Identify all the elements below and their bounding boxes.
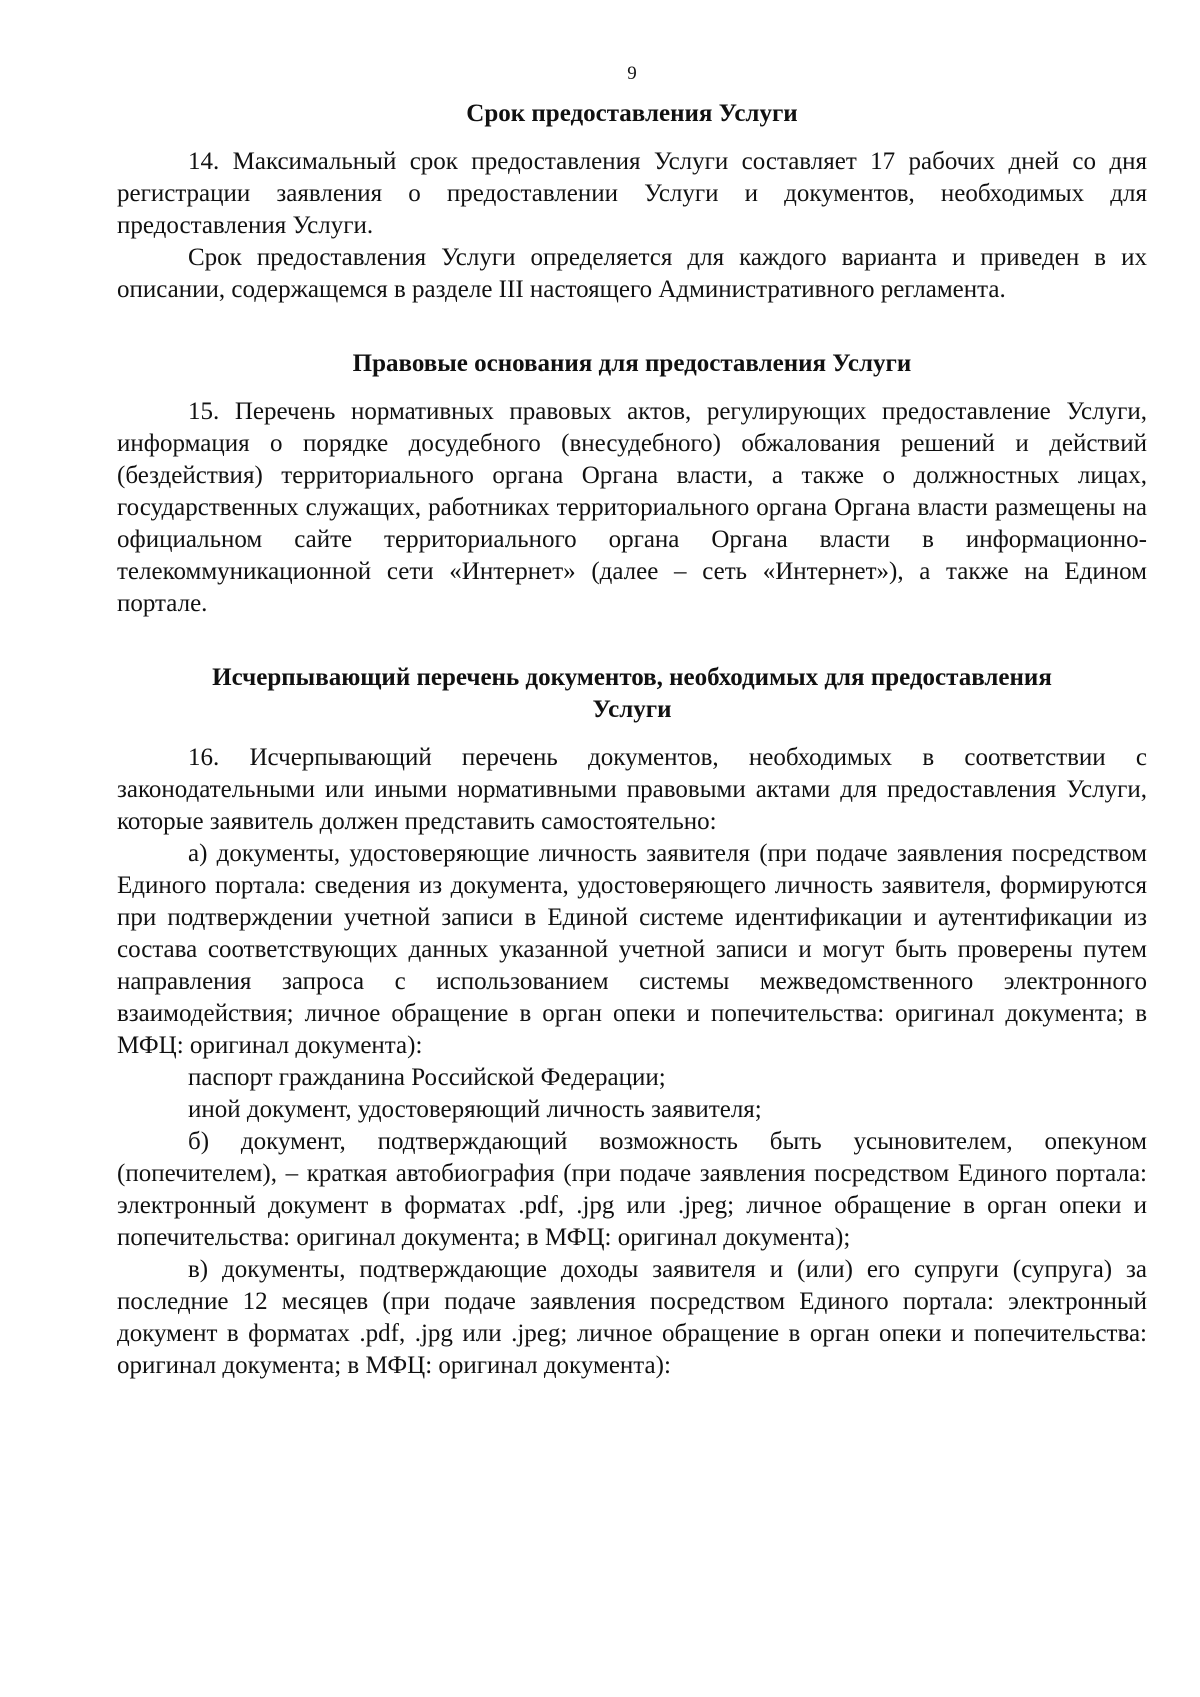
section-legal-basis	[117, 348, 1147, 620]
paragraph-16: 16. Исчерпывающий перечень документов, необходимых в соответствии с законодательными или иными нормативными правовыми актами для предоставления Услуги, которые заявитель должен представить самостоятельно:	[117, 744, 1147, 835]
heading-line-2: Услуги	[592, 696, 672, 723]
page-number: 9	[627, 63, 637, 84]
paragraph-16-v: в) документы, подтверждающие доходы заявителя и (или) его супруги (супруга) за последние 12 месяцев (при подаче заявления посредством Единого портала: электронный документ в форматах .pdf, .jpg или .jpeg; личное обращение в орган опеки и попечительства: оригинал документа; в МФЦ: оригинал документа):	[117, 1256, 1147, 1379]
paragraph-other-id: иной документ, удостоверяющий личность заявителя;	[188, 1096, 762, 1123]
section-heading-service-term: Срок предоставления Услуги	[466, 100, 798, 127]
paragraph-16-a: а) документы, удостоверяющие личность заявителя (при подаче заявления посредством Единого портала: сведения из документа, удостоверяющего личность заявителя, формируются при подтверждении учетной записи в Единой системе идентификации и аутентификации из состава соответствующих данных указанной учетной записи и могут быть проверены путем направления запроса с использованием системы межведомственного электронного взаимодействия; личное обращение в орган опеки и попечительства: оригинал документа; в МФЦ: оригинал документа):	[117, 840, 1147, 1059]
section-documents-list	[117, 662, 1147, 1382]
section-heading-documents-list	[117, 662, 1147, 726]
paragraph-14: 14. Максимальный срок предоставления Услуги составляет 17 рабочих дней со дня регистрации заявления о предоставлении Услуги и документов, необходимых для предоставления Услуги.	[117, 148, 1147, 239]
document-page	[117, 62, 1147, 1382]
paragraph-15: 15. Перечень нормативных правовых актов, регулирующих предоставление Услуги, информация о порядке досудебного (внесудебного) обжалования решений и действий (бездействия) территориального органа Органа власти, а также о должностных лицах, государственных служащих, работниках территориального органа Органа власти размещены на официальном сайте территориального органа Органа власти в информационно-телекоммуникационной сети «Интернет» (далее – сеть «Интернет»), а также на Едином портале.	[117, 398, 1147, 617]
heading-line-1: Исчерпывающий перечень документов, необходимых для предоставления	[212, 664, 1052, 691]
paragraph-16-b: б) документ, подтверждающий возможность быть усыновителем, опекуном (попечителем), – краткая автобиография (при подаче заявления посредством Единого портала: электронный документ в форматах .pdf, .jpg или .jpeg; личное обращение в орган опеки и попечительства: оригинал документа; в МФЦ: оригинал документа);	[117, 1128, 1147, 1251]
section-heading-legal-basis: Правовые основания для предоставления Услуги	[352, 350, 912, 377]
paragraph-term-variants: Срок предоставления Услуги определяется для каждого варианта и приведен в их описании, содержащемся в разделе III настоящего Административного регламента.	[117, 244, 1147, 303]
section-service-term	[117, 98, 1147, 306]
paragraph-passport: паспорт гражданина Российской Федерации;	[188, 1064, 666, 1091]
